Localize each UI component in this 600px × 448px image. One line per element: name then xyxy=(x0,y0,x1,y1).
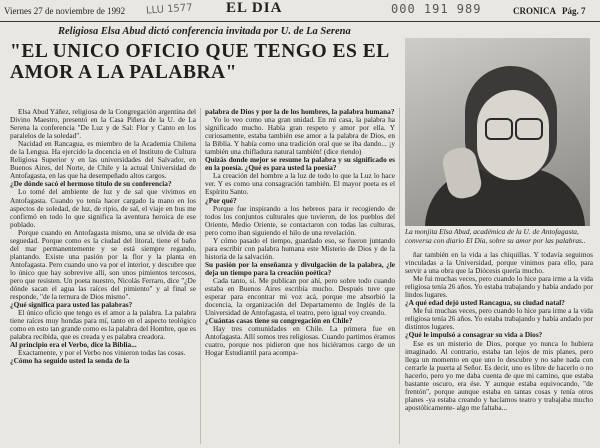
interview-question: Quizás donde mejor se resume la palabra y su significado es en la poesía. ¿Qué es para usted la poesía? xyxy=(205,155,395,173)
column-divider xyxy=(200,108,201,444)
article-paragraph: Elsa Abud Yáñez, religiosa de la Congregación argentina del Divino Maestro, presentó en la Casa Piñera de la U. de La Serena la conferencia "De Luz y de Sal: Flor y Canto en los paralelos de la soledad". xyxy=(10,108,196,141)
page-header xyxy=(0,0,600,22)
interview-question: ¿De dónde sacó el hermoso título de su conferencia? xyxy=(10,179,172,189)
article-column-1 xyxy=(10,108,196,446)
article-paragraph: Nacidad en Rancagua, es miembro de la Academia Chilena de la Lengua. Ha ejercido la docencia en el Instituto de Cultura Religiosa Superior y en las universidades del Salvador, en Buenos Aires, del Norte, de Chile y la actual Universidad de Antofagasta, en las que ha desempeñado altos cargos. xyxy=(10,139,196,181)
handwritten-annotation-right: 000 191 989 xyxy=(391,2,482,16)
article-paragraph: La creación del hombre a la luz de todo lo que la Luz lo hace ver. Y es como una consagración también. El mayor poeta es el Espíritu Santo. xyxy=(205,171,395,197)
article-paragraph: Me fui muchas veces, pero cuando lo hice para irme a la vida religiosa tenía 26 años. Yo estaba trabajando y había andado por distintos lugares. xyxy=(405,306,593,332)
interview-question: ¿Por qué? xyxy=(205,195,237,205)
portrait-photo xyxy=(405,38,590,226)
article-paragraph: Exactamente, y por el Verbo nos vinieron todas las cosas. xyxy=(18,348,186,358)
article-paragraph: Porque cuando en Antofagasta mismo, una se olvida de esa seguedad. Porque como es la ciudad del litoral, tiene el baño del mar permanentemente y se está siempre regando, plantando. Existe una pasión por la flor y la planta en Antofagasta. Pero cuando uno va por el interior, y descubre que lo único que hay sobrevive allí, son unos pimientos tercosos, pero que resisten. Un poeta nuestro, Nicolás Ferraro, dice "¿De dónde sacan el agua las raíces del pimiento" y al final se responde, "de la ternura de Dios mismo". xyxy=(10,227,196,302)
interview-question: ¿Cómo ha seguido usted la senda de la xyxy=(10,356,130,366)
article-paragraph: Yo lo veo como una gran unidad. En mi casa, la palabra ha significado mucho. Había gran respeto y amor por ella. Y curiosamente, estaba también ese amor a la palabra de Dios, en la Biblia. Y había como una tradición oral que se iba dando... ¡y también una chifladura natural también! (dice riendo) xyxy=(205,115,395,157)
page-number: Pág. 7 xyxy=(562,6,586,16)
article-paragraph: ñar también en la vida a las chiquillas. Y todavía seguimos vinculadas a la Universidad, porque vinimos para ello, para servir a una obra que la Diócesis quería mucho. xyxy=(405,251,593,276)
interview-question: ¿Qué le impulsó a consagrar su vida a Dios? xyxy=(405,330,543,340)
interview-question: ¿A qué edad dejó usted Rancagua, su ciudad natal? xyxy=(405,298,565,308)
interview-question: ¿Qué significa para usted las palabras? xyxy=(10,300,133,310)
article-paragraph: Ese es un misterio de Dios, porque yo nunca lo hubiera imaginado. Al contrario, estaba tan lejos de mis planes, pero llega un momento en que uno lo descubre y no sabe nada con cerrarle la puerta al Señor. Es decir, uno es libre de hacerlo o no hacerlo, pero yo me daba cuenta de que mi camino, que estaba bastante oscuro, era ése. Y aunque estaba equivocando, "de frentón", porque aunque estaba en tantas cosas y tenía otros planes -ya estaba creando y hacíamos teatro y trabajaba mucho apostólicamente- algo me faltaba... xyxy=(405,338,593,412)
interview-question: ¿Cuántas casas tiene su congregación en Chile? xyxy=(205,316,353,326)
photo-glasses-left xyxy=(485,118,513,140)
masthead: EL DIA xyxy=(226,0,283,16)
article-headline: "EL UNICO OFICIO QUE TENGO ES EL AMOR A LA PALABRA" xyxy=(10,41,389,83)
section-name: CRONICA xyxy=(513,6,557,16)
header-rule xyxy=(0,21,600,22)
handwritten-annotation-left: LLU 1577 xyxy=(145,2,193,17)
article-paragraph: Hay tres comunidades en Chile. La primera fue en Antofagasta. Allí somos tres religiosas. Cuando partimos éramos cuatro, porque nos pidieron que nos hiciéramos cargo de un Hogar Estudiantil para acompa- xyxy=(205,324,395,358)
interview-question: palabra de Dios y por la de los hombres, la palabra humana? xyxy=(205,108,395,116)
photo-glasses-right xyxy=(515,118,543,140)
article-kicker: Religiosa Elsa Abud dictó conferencia invitada por U. de La Serena xyxy=(58,26,351,37)
article-paragraph: Porque fue inspirando a los hebreos para ir recogiendo de todos los conjuntos culturales que tuvieron, de los pueblos del Oriente, Medio Oriente, se contactaron con todas las culturas, pero como iban siguiendo el hilo de una revelación. xyxy=(205,203,395,237)
interview-question: Al principio era el Verbo, dice la Biblia... xyxy=(10,340,137,350)
article-paragraph: Y cómo pasado el tiempo, guardado eso, se fueron juntando para escribir con palabra humana este Misterio de Dios y de la historia de la salvación. xyxy=(205,235,395,261)
article-paragraph: El único oficio que tengo es el amor a la palabra. La palabra tiene raíces muy hondas para mí, tanto en el aspecto teológico como en esto tan grande como es la palabra del Hombre, que es palabra recibida, que es creada y es palabra creadora. xyxy=(10,308,196,342)
article-column-2 xyxy=(205,108,395,446)
article-paragraph: Cada tanto, sí. Me publican por ahí, pero sobre todo cuando estaba en Buenos Aires escribía mucho. Después tuve que esperar para encontrar mi voz acá, porque me absorbió la docencia, la organización del Departamento de Inglés de la Universidad de Antofagasta, el teatro, pero igual voy creando. xyxy=(205,275,395,318)
issue-date: Viernes 27 de noviembre de 1992 xyxy=(4,6,126,16)
photo-caption: La monjita Elsa Abud, académica de la U. de Antofagasta, conversa con diario El Día, sobre su amor por las palabras.. xyxy=(405,227,586,245)
column-divider xyxy=(399,108,400,444)
article-paragraph: Me fui muchas veces, pero cuando lo hice para irme a la vida religiosa tenía 26 años. Yo estaba trabajando y había andado por lindos lugares. xyxy=(405,274,593,300)
interview-question: Su pasión por la enseñanza y divulgación de la palabra, ¿le deja un tiempo para la creación poética? xyxy=(205,259,395,277)
article-paragraph: Lo tomé del ambiente de luz y de sal que vivimos en Antofagasta. Cuando yo tenía hacer cargado la mano en los aspectos de soledad, de luz, de ripio, de sal, el viaje en bus me confirmó en todo lo que significa la aventura heroica de ese poblado. xyxy=(10,187,196,229)
article-column-3 xyxy=(405,251,593,446)
